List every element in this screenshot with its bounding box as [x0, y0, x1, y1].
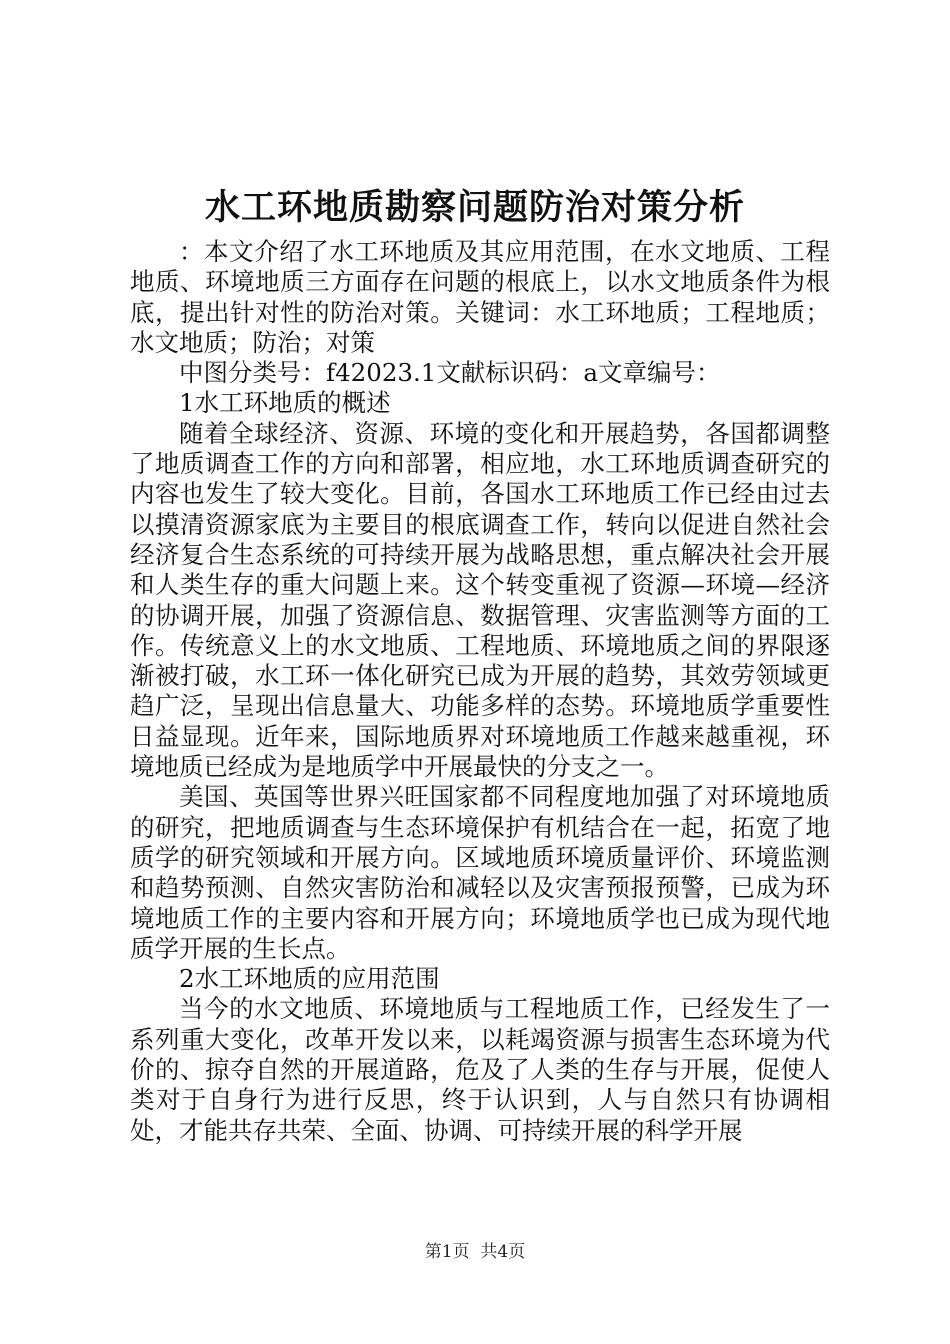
section-heading: 1水工环地质的概述 — [179, 388, 391, 418]
body-paragraph: 当今的水文地质、环境地质与工程地质工作，已经发生了一系列重大变化，改革开发以来，以耗竭资源与损害生态环境为代价的、掠夺自然的开展道路，危及了人类的生存与开展，促使人类对于自身行为进行反思，终于认识到，人与自然只有协调相处，才能共存共荣、全面、协调、可持续开展的科学开展 — [130, 994, 830, 1145]
abstract-paragraph: ：本文介绍了水工环地质及其应用范围，在水文地质、工程地质、环境地质三方面存在问题的根底上，以水文地质条件为根底，提出针对性的防治对策。关键词：水工环地质；工程地质；水文地质；防治；对策 — [130, 237, 830, 357]
classification-line: 中图分类号：f42023.1文献标识码：a文章编号： — [179, 358, 721, 388]
document-body — [130, 237, 830, 1146]
body-paragraph: 随着全球经济、资源、环境的变化和开展趋势，各国都调整了地质调查工作的方向和部署，相应地，水工环地质调查研究的内容也发生了较大变化。目前，各国水工环地质工作已经由过去以摸清资源家底为主要目的根底调查工作，转向以促进自然社会经济复合生态系统的可持续开展为战略思想，重点解决社会开展和人类生存的重大问题上来。这个转变重视了资源—环境—经济的协调开展，加强了资源信息、数据管理、灾害监测等方面的工作。传统意义上的水文地质、工程地质、环境地质之间的界限逐渐被打破，水工环一体化研究已成为开展的趋势，其效劳领域更趋广泛，呈现出信息量大、功能多样的态势。环境地质学重要性日益显现。近年来，国际地质界对环境地质工作越来越重视，环境地质已经成为是地质学中开展最快的分支之一。 — [130, 418, 830, 782]
document-title: 水工环地质勘察问题防治对策分析 — [204, 187, 745, 228]
section-heading: 2水工环地质的应用范围 — [179, 964, 440, 994]
page-footer — [0, 1240, 950, 1264]
page-number: 第1页 — [424, 1242, 470, 1262]
page-total: 共4页 — [480, 1242, 526, 1262]
body-paragraph: 美国、英国等世界兴旺国家都不同程度地加强了对环境地质的研究，把地质调查与生态环境保护有机结合在一起，拓宽了地质学的研究领域和开展方向。区域地质环境质量评价、环境监测和趋势预测、自然灾害防治和减轻以及灾害预报预警，已成为环境地质工作的主要内容和开展方向；环境地质学也已成为现代地质学开展的生长点。 — [130, 782, 830, 963]
